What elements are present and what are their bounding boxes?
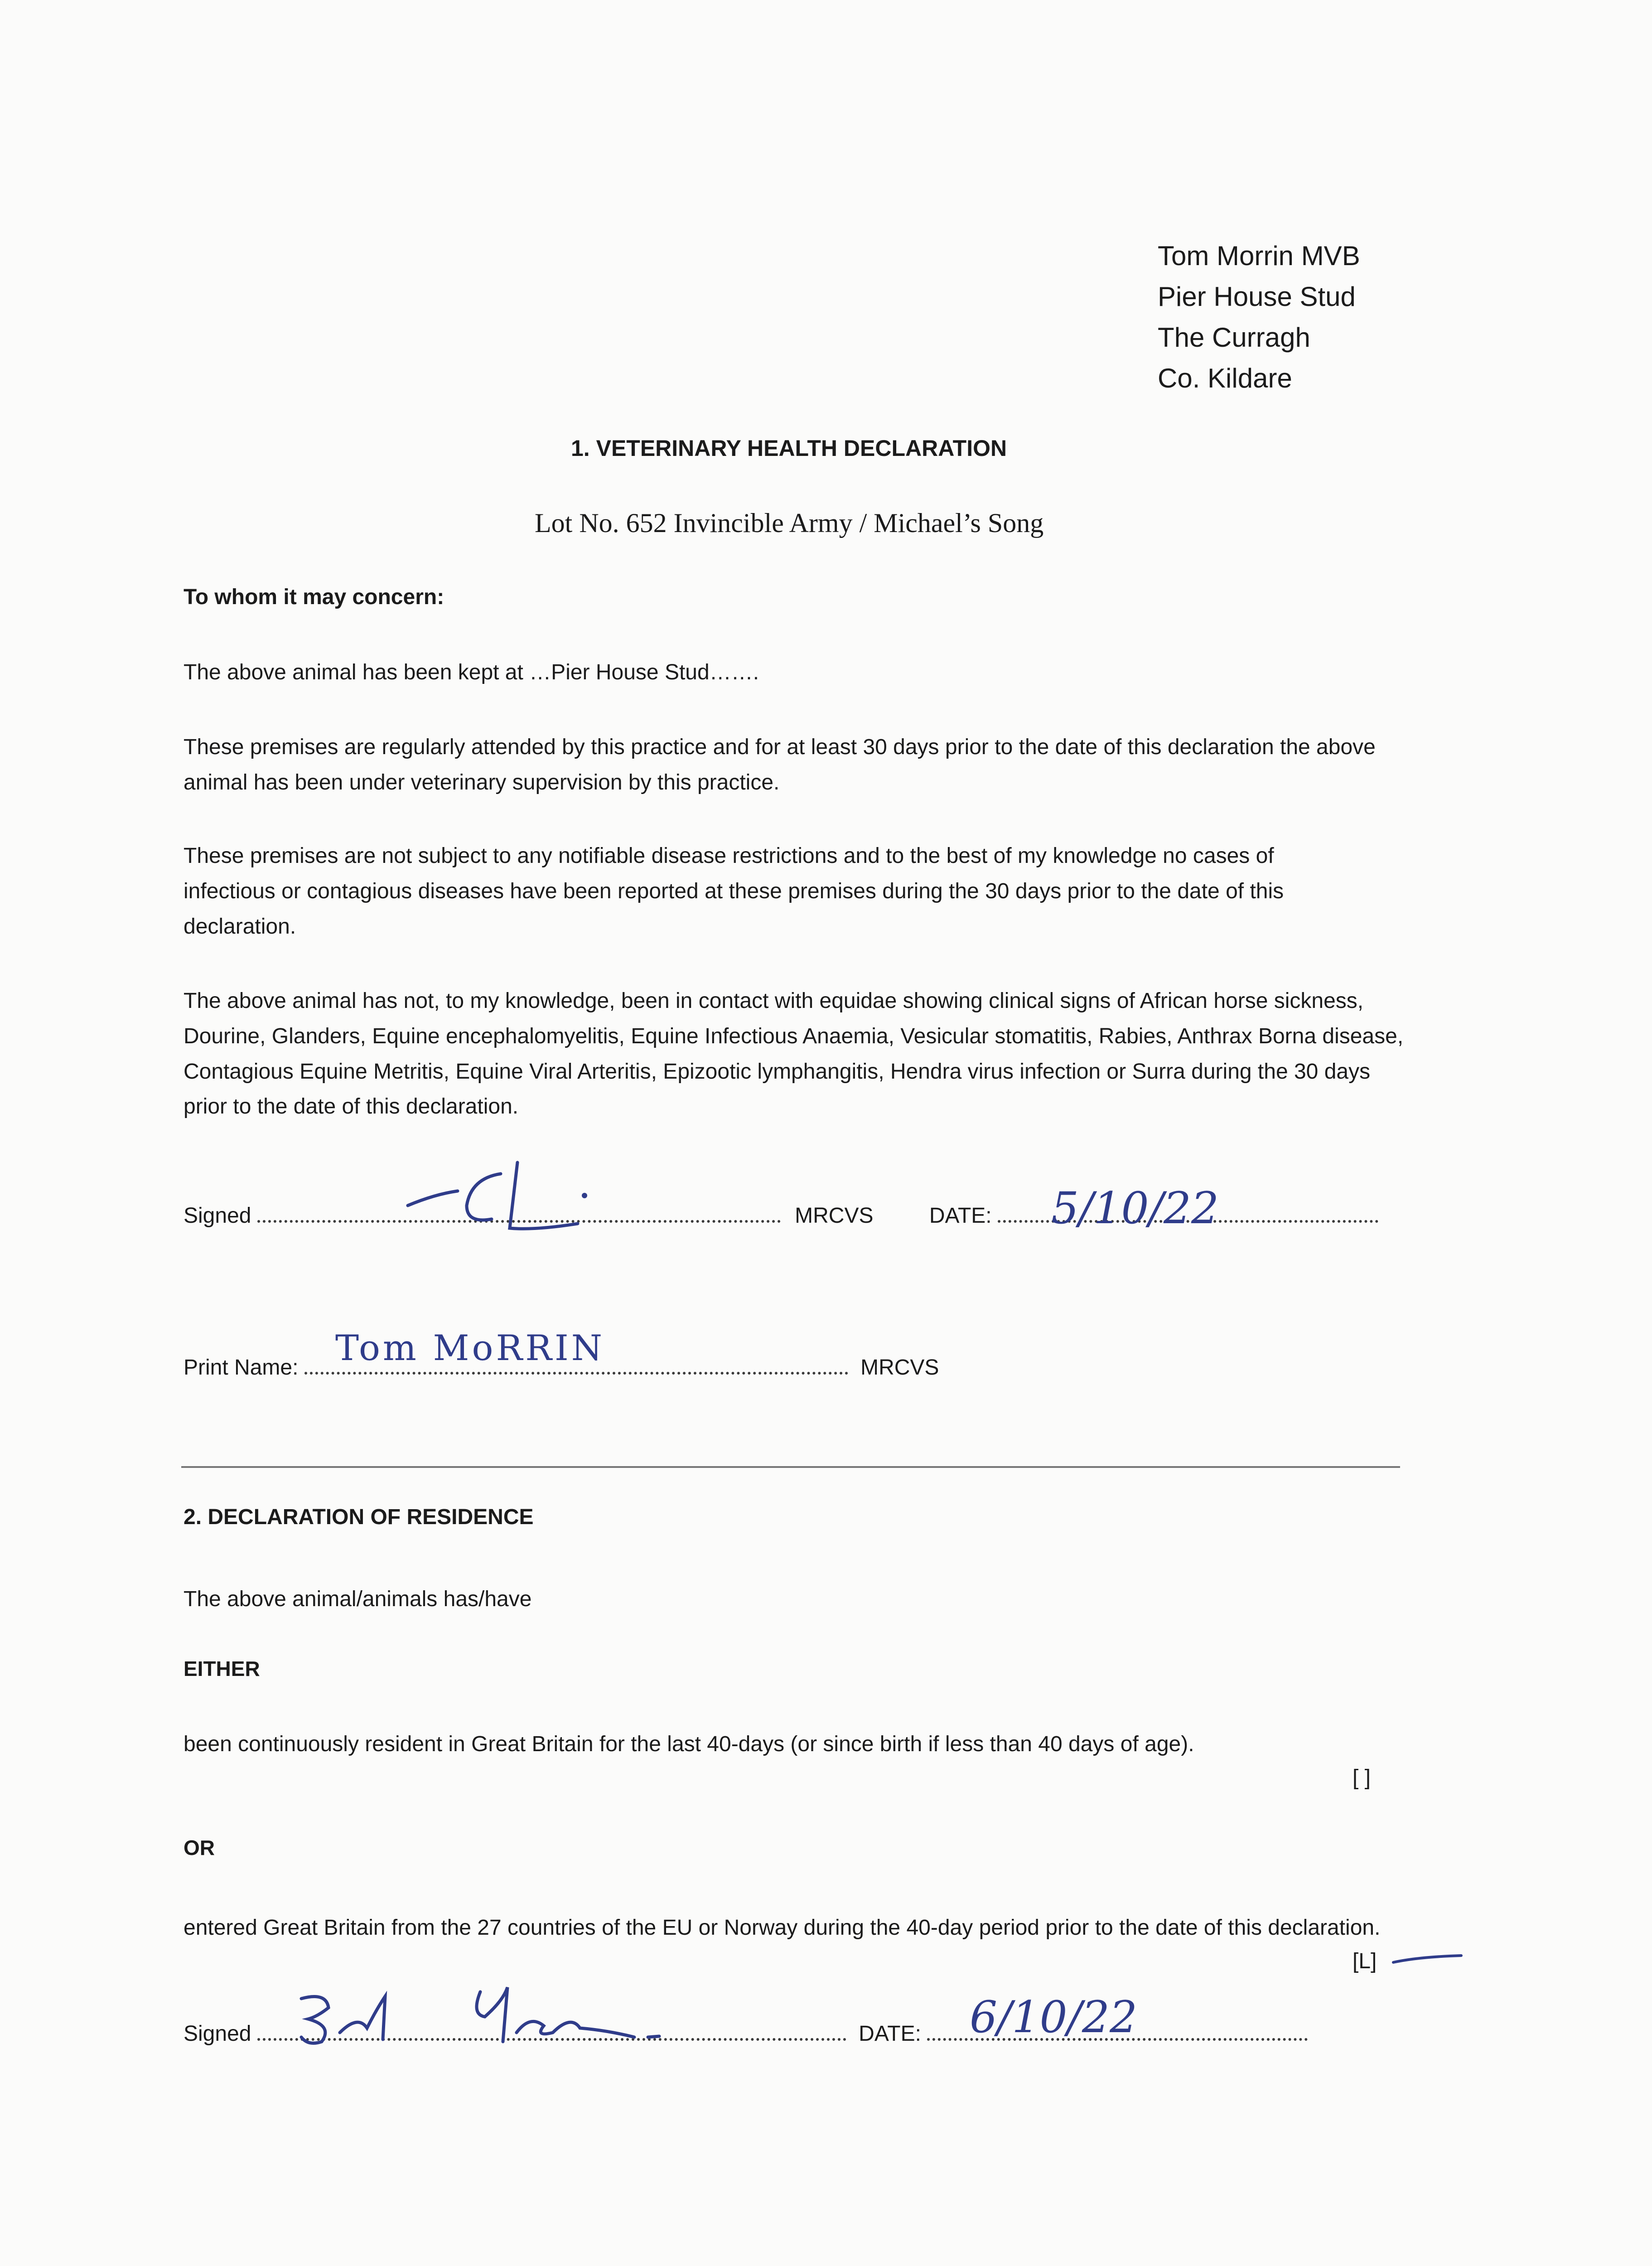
mrcvs-label: MRCVS (795, 1204, 874, 1228)
option-resident: been continuously resident in Great Britain for the last 40-days (or since birth if less than 40 days of age). (184, 1732, 1194, 1756)
section2-intro: The above animal/animals has/have (184, 1587, 532, 1611)
option-entered-tick-line (1391, 1949, 1464, 1967)
section1-heading: 1. VETERINARY HEALTH DECLARATION (571, 436, 1007, 461)
address-line-1: Pier House Stud (1158, 281, 1356, 312)
signed-label: Signed (184, 1204, 251, 1228)
or-label: OR (184, 1836, 215, 1859)
print-name-line (304, 1372, 848, 1375)
paragraph-contact: The above animal has not, to my knowledge, been in contact with equidae showing clinical signs of African horse sickness, Dourine, Glanders, Equine encephalomyelitis, Equine Infectious Anaemia, Vesicular stomatitis, Rabies, Anthrax Borna disease, Contagious Equine Metritis, Equine Viral Arteritis, Epizootic lymphangitis, Hendra virus infection or Surra during the 30 days prior to the date of this declaration. (184, 989, 1404, 1119)
date-label-2: DATE: (859, 2022, 921, 2046)
section2-heading: 2. DECLARATION OF RESIDENCE (184, 1505, 534, 1529)
paragraph-restrictions: These premises are not subject to any notifiable disease restrictions and to the best of my knowledge no cases of infectious or contagious diseases have been reported at these premises during the 30 days prior to the date of this declaration. (184, 844, 1284, 939)
vet-address-block (1158, 236, 1360, 399)
handwritten-date-1: 5/10/22 (1051, 1183, 1219, 1234)
vet-signature-drawing (399, 1151, 616, 1242)
handwritten-date-2: 6/10/22 (970, 1992, 1138, 2043)
date-label: DATE: (929, 1204, 992, 1228)
option-entered-box: [L] (1353, 1949, 1377, 1973)
handwritten-name: Tom MoRRIN (335, 1328, 605, 1369)
lot-line: Lot No. 652 Invincible Army / Michael’s Song (535, 508, 1044, 538)
signed-label-2: Signed (184, 2022, 251, 2046)
address-line-2: The Curragh (1158, 322, 1310, 353)
address-line-3: Co. Kildare (1158, 363, 1292, 393)
either-label: EITHER (184, 1657, 260, 1680)
salutation: To whom it may concern: (184, 585, 444, 609)
option-resident-box: [ ] (1353, 1766, 1371, 1790)
vet-name: Tom Morrin MVB (1158, 241, 1360, 271)
option-entered: entered Great Britain from the 27 countries of the EU or Norway during the 40-day period prior to the date of this declaration. (184, 1916, 1381, 1940)
paragraph-attendance: These premises are regularly attended by this practice and for at least 30 days prior to the date of this declaration the above animal has been under veterinary supervision by this practice. (184, 735, 1376, 794)
section-divider (181, 1466, 1400, 1468)
print-mrcvs-label: MRCVS (860, 1356, 939, 1380)
owner-signature-drawing (290, 1983, 779, 2055)
print-name-label: Print Name: (184, 1356, 299, 1380)
kept-at-line: The above animal has been kept at …Pier House Stud……. (184, 660, 759, 684)
